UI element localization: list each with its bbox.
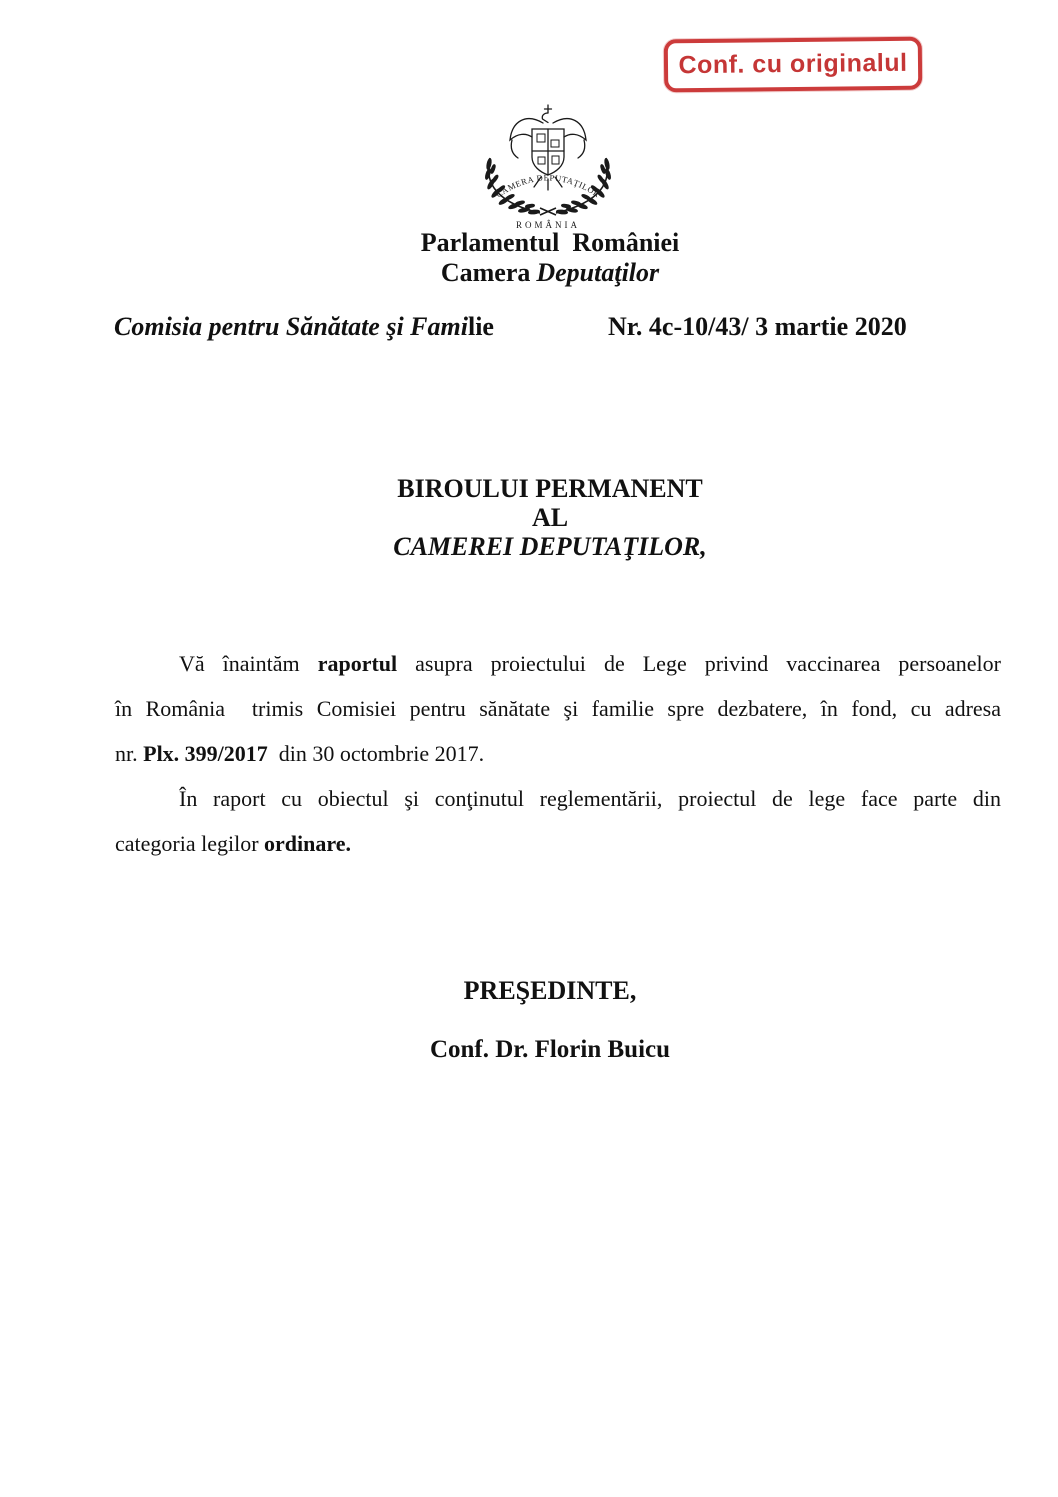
body-text (115, 641, 1001, 866)
stamp-label: Conf. cu originalul (678, 48, 908, 80)
chamber-of-deputies-emblem (468, 100, 628, 230)
emblem-country-text: ROMÂNIA (515, 220, 581, 230)
body-line: categoria legilor ordinare. (115, 831, 352, 856)
parliament-title: Parlamentul României (420, 228, 680, 257)
committee-name: Comisia pentru Sănătate şi Familie (114, 312, 494, 341)
body-line: În raport cu obiectul şi conţinutul reglementării, proiectul de lege face parte din (179, 786, 1001, 811)
addressee-line-3: CAMEREI DEPUTAŢILOR, (393, 532, 707, 561)
body-line: nr. Plx. 399/2017 din 30 octombrie 2017. (115, 741, 485, 766)
certification-stamp (664, 37, 923, 93)
body-line: Vă înaintăm raportul asupra proiectului de Lege privind vaccinarea persoanelor (179, 651, 1001, 676)
reference-number: Nr. 4c-10/43/ 3 martie 2020 (608, 312, 907, 341)
body-line: în România trimis Comisiei pentru sănătate şi familie spre dezbatere, în fond, cu adresa (115, 696, 1001, 721)
signature-title: PREŞEDINTE, (463, 976, 637, 1005)
signature-name: Conf. Dr. Florin Buicu (429, 1036, 671, 1063)
coat-of-arms-icon (468, 100, 628, 230)
addressee-line-1: BIROULUI PERMANENT (397, 474, 703, 503)
emblem-arc-text: CAMERA DEPUTAŢILOR (494, 172, 602, 200)
institution-title (21, 228, 1058, 288)
chamber-title: Camera Deputaţilor (440, 258, 660, 287)
addressee-block (21, 474, 1058, 561)
addressee-line-2: AL (531, 503, 569, 532)
